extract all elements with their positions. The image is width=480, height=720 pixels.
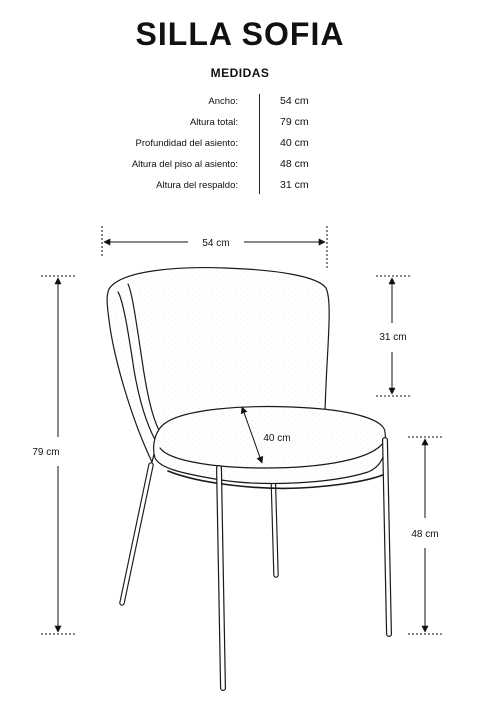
- width-label: 54 cm: [202, 238, 230, 249]
- page-title: SILLA SOFIA: [135, 16, 345, 52]
- spec-label: Altura del piso al asiento:: [131, 159, 238, 170]
- section-title: MEDIDAS: [210, 66, 270, 80]
- spec-value: 48 cm: [280, 158, 309, 170]
- seat-cushion: [154, 407, 386, 484]
- spec-value: 54 cm: [280, 95, 309, 107]
- spec-label: Altura total:: [189, 117, 238, 128]
- depth-label: 40 cm: [263, 433, 291, 444]
- chair-drawing: [107, 268, 389, 688]
- backrest-label: 31 cm: [379, 332, 407, 343]
- rear-left-leg-inner: [122, 465, 151, 603]
- spec-value: 40 cm: [280, 137, 309, 149]
- spec-label: Ancho:: [208, 96, 238, 107]
- spec-value: 79 cm: [280, 116, 309, 128]
- seat-height-label: 48 cm: [411, 529, 439, 540]
- total-height-label: 79 cm: [32, 447, 60, 458]
- spec-label: Profundidad del asiento:: [135, 138, 238, 149]
- spec-value: 31 cm: [280, 179, 309, 191]
- spec-label: Altura del respaldo:: [156, 180, 238, 191]
